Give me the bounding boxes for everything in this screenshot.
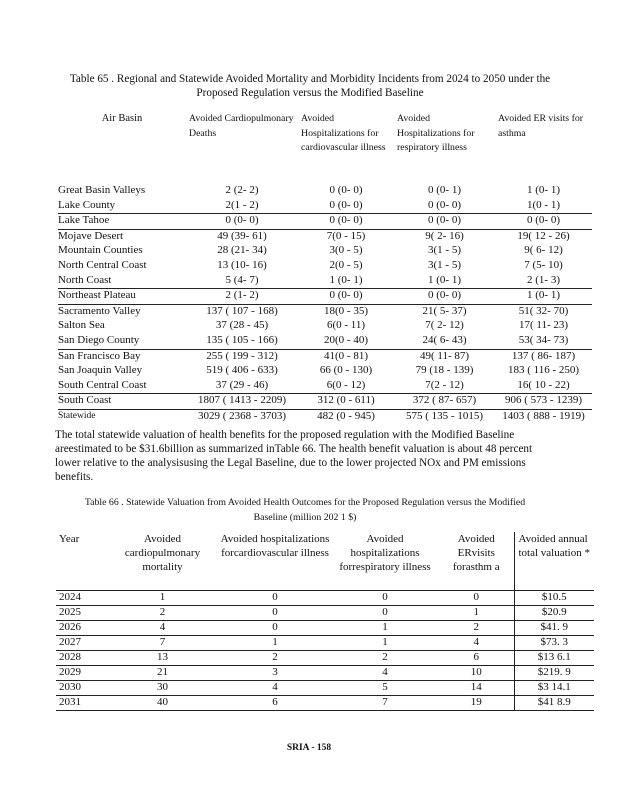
table-row	[58, 244, 592, 259]
header-er-asthma: Avoided ER visits for asthma	[498, 113, 583, 139]
year-cell: 2030	[56, 681, 106, 696]
table-cell: 3(1 - 5)	[428, 244, 461, 257]
air-basin-name: Lake County	[58, 199, 186, 214]
table-cell: 24( 6- 43)	[394, 334, 495, 349]
table-row	[56, 606, 594, 621]
table-cell: 6	[219, 696, 331, 711]
table-cell: 0 (0- 0)	[329, 184, 363, 196]
table-cell: 1	[331, 621, 439, 636]
table-cell: 0 (0- 0)	[186, 214, 298, 230]
header-er-visits-asthma: Avoided ERvisits forasthm a	[439, 532, 514, 591]
header-total-valuation: Avoided annual total valuation *	[514, 532, 594, 591]
table-cell: 37 (28 - 45)	[215, 319, 269, 332]
header-hosp-cardiovascular: Avoided Hospitalizations for cardiovascular illness	[301, 113, 386, 153]
table-cell: 1	[331, 636, 439, 651]
table-cell: 312 (0 - 611)	[298, 394, 394, 410]
air-basin-name: Sacramento Valley	[58, 304, 141, 317]
table-cell: 37 (29 - 46)	[186, 379, 298, 394]
table-65-header-row	[58, 112, 592, 184]
air-basin-name: South Central Coast	[58, 379, 186, 394]
table-cell: $73. 3	[514, 636, 594, 651]
table-cell: 2	[331, 651, 439, 666]
table-row	[56, 696, 594, 711]
header-hosp-respiratory: Avoided Hospitalizations for respiratory illness	[397, 113, 475, 153]
table-cell: 0	[331, 591, 439, 606]
table-cell: 906 ( 573 - 1239)	[495, 394, 592, 410]
table-66-caption: Table 66 . Statewide Valuation from Avoided Health Outcomes for the Proposed Regulation versus the Modified Baseline (million 202 1 $)	[84, 497, 526, 523]
table-cell: $3 14.1	[514, 681, 594, 696]
table-cell: 1(0 - 1)	[495, 199, 592, 214]
table-cell: 19( 12 - 26)	[517, 229, 570, 242]
table-row	[58, 229, 592, 244]
table-cell: 9( 2- 16)	[425, 229, 464, 242]
year-cell: 2029	[56, 666, 106, 681]
year-cell: 2026	[56, 621, 106, 636]
table-cell: 1 (0- 1)	[298, 274, 394, 289]
year-cell: 2027	[56, 636, 106, 651]
table-cell: 4	[106, 621, 219, 636]
table-cell: 575 ( 135 - 1015)	[406, 409, 483, 422]
table-65	[58, 112, 592, 425]
table-cell: 4	[219, 681, 331, 696]
air-basin-name: Salton Sea	[58, 319, 105, 332]
header-cardiopulmonary-mortality: Avoided cardiopulmonary mortality	[106, 532, 219, 591]
table-cell: 40	[106, 696, 219, 711]
table-cell: 1 (0- 1)	[394, 274, 495, 289]
air-basin-name: San Diego County	[58, 334, 186, 349]
header-year: Year	[56, 532, 106, 591]
table-cell: 0 (0- 0)	[394, 289, 495, 305]
air-basin-name: North Central Coast	[58, 258, 147, 271]
table-row	[58, 364, 592, 379]
air-basin-name: Mojave Desert	[58, 229, 124, 242]
table-cell: 6(0 - 12)	[298, 379, 394, 394]
table-cell: 7 (5- 10)	[524, 258, 563, 271]
table-cell: 3(0 - 5)	[329, 244, 363, 257]
table-cell: 19	[439, 696, 514, 711]
table-cell: 7	[106, 636, 219, 651]
table-cell: 0	[219, 591, 331, 606]
table-cell: 10	[439, 666, 514, 681]
table-cell: 0 (0- 0)	[495, 214, 592, 230]
table-cell: 7(0 - 15)	[326, 229, 366, 242]
table-cell: $41. 9	[514, 621, 594, 636]
table-cell: 0 (0- 0)	[298, 214, 394, 230]
table-cell: 0	[331, 606, 439, 621]
table-row	[58, 409, 592, 424]
header-air-basin: Air Basin	[101, 113, 143, 124]
table-cell: 0	[439, 591, 514, 606]
table-cell: $10.5	[514, 591, 594, 606]
table-cell: 30	[106, 681, 219, 696]
table-66	[56, 532, 594, 711]
table-cell: 6	[439, 651, 514, 666]
table-cell: 53( 34- 73)	[495, 334, 592, 349]
table-cell: 2(1 - 2)	[186, 199, 298, 214]
table-cell: 28 (21- 34)	[217, 244, 267, 257]
table-row	[58, 334, 592, 349]
table-row	[58, 214, 592, 230]
table-cell: $20.9	[514, 606, 594, 621]
table-cell: 372 ( 87- 657)	[394, 394, 495, 410]
table-cell: 0 (0- 0)	[298, 289, 394, 305]
table-cell: 135 ( 105 - 166)	[186, 334, 298, 349]
table-row	[56, 591, 594, 606]
table-cell: 4	[439, 636, 514, 651]
table-row	[56, 651, 594, 666]
table-cell: 0 (0- 0)	[394, 199, 495, 214]
page-footer: SRIA - 158	[286, 743, 332, 753]
table-cell: 66 (0 - 130)	[319, 364, 373, 377]
table-cell: 20(0 - 40)	[298, 334, 394, 349]
table-cell: $219. 9	[514, 666, 594, 681]
air-basin-name: San Joaquin Valley	[58, 364, 143, 377]
table-cell: 4	[331, 666, 439, 681]
header-hosp-cardiovascular: Avoided hospitalizations forcardiovascular illness	[219, 532, 331, 591]
air-basin-name: Great Basin Valleys	[58, 184, 146, 196]
year-cell: 2024	[56, 591, 106, 606]
table-cell: 21( 5- 37)	[422, 304, 467, 317]
table-cell: 41(0 - 81)	[324, 349, 368, 362]
air-basin-name: Northeast Plateau	[58, 289, 186, 305]
table-cell: 49 (39- 61)	[217, 229, 267, 242]
table-row	[58, 394, 592, 410]
air-basin-name: Statewide	[58, 410, 96, 421]
table-cell: 2	[439, 621, 514, 636]
valuation-paragraph: The total statewide valuation of health benefits for the proposed regulation with the Modified Baseline areestimated to be $31.6billion as summarized inTable 66. The health benefit valuation is about 48 percent lower relative to the analysisusing the Legal Baseline, due to the lower projected NOx and PM emissions benefits.	[55, 429, 533, 483]
table-row	[58, 184, 592, 199]
table-cell: 1807 ( 1413 - 2209)	[186, 394, 298, 410]
table-cell: 3	[219, 666, 331, 681]
table-cell: 13	[106, 651, 219, 666]
table-cell: $41 8.9	[514, 696, 594, 711]
table-cell: 2	[106, 606, 219, 621]
table-cell: 0 (0- 0)	[298, 199, 394, 214]
air-basin-name: Lake Tahoe	[58, 214, 186, 230]
table-cell: 6(0 - 11)	[326, 319, 366, 332]
table-row	[58, 349, 592, 364]
table-cell: 1403 ( 888 - 1919)	[502, 409, 585, 422]
year-cell: 2025	[56, 606, 106, 621]
table-cell: 16( 10 - 22)	[495, 379, 592, 394]
table-cell: 255 ( 199 - 312)	[206, 349, 278, 362]
table-cell: 0 (0- 0)	[394, 214, 495, 230]
table-cell: 3(1 - 5)	[428, 258, 461, 271]
table-cell: 7	[331, 696, 439, 711]
table-cell: 1	[439, 606, 514, 621]
table-cell: 0	[219, 621, 331, 636]
table-cell: 183 ( 116 - 250)	[507, 364, 580, 377]
table-cell: 2 (1- 2)	[186, 289, 298, 305]
table-cell: 2 (2- 2)	[225, 184, 259, 196]
header-cardiopulmonary-deaths: Avoided Cardiopulmonary Deaths	[189, 113, 294, 139]
table-cell: 5 (4- 7)	[186, 274, 298, 289]
table-row	[56, 636, 594, 651]
table-row	[58, 199, 592, 214]
table-cell: 13 (10- 16)	[217, 258, 267, 271]
table-row	[56, 681, 594, 696]
table-cell: $13 6.1	[514, 651, 594, 666]
table-cell: 0	[219, 606, 331, 621]
table-66-header-row	[56, 532, 594, 591]
table-row	[56, 621, 594, 636]
year-cell: 2028	[56, 651, 106, 666]
table-cell: 51( 32- 70)	[518, 304, 569, 317]
table-cell: 9( 6- 12)	[524, 244, 563, 257]
year-cell: 2031	[56, 696, 106, 711]
table-cell: 2(0 - 5)	[329, 258, 363, 271]
table-cell: 3029 ( 2368 - 3703)	[198, 409, 286, 422]
table-row	[58, 304, 592, 319]
table-cell: 1	[219, 636, 331, 651]
table-row	[58, 379, 592, 394]
table-cell: 137 ( 86- 187)	[511, 349, 576, 362]
table-cell: 17( 11- 23)	[518, 319, 569, 332]
table-cell: 7( 2- 12)	[425, 319, 464, 332]
air-basin-name: Mountain Counties	[58, 244, 143, 257]
air-basin-name: San Francisco Bay	[58, 349, 141, 362]
table-cell: 5	[331, 681, 439, 696]
table-cell: 79 (18 - 139)	[415, 364, 474, 377]
table-cell: 7(2 - 12)	[394, 379, 495, 394]
table-row	[58, 274, 592, 289]
table-cell: 14	[439, 681, 514, 696]
table-cell: 482 (0 - 945)	[317, 409, 375, 422]
table-cell: 519 ( 406 - 633)	[206, 364, 278, 377]
air-basin-name: South Coast	[58, 394, 186, 410]
table-cell: 0 (0- 1)	[428, 184, 461, 196]
table-row	[58, 319, 592, 334]
table-cell: 21	[106, 666, 219, 681]
table-cell: 2	[219, 651, 331, 666]
table-row	[58, 259, 592, 274]
table-cell: 1 (0- 1)	[495, 289, 592, 305]
table-row	[56, 666, 594, 681]
table-row	[58, 289, 592, 305]
table-cell: 2 (1- 3)	[495, 274, 592, 289]
table-cell: 137 ( 107 - 168)	[206, 304, 278, 317]
table-cell: 18(0 - 35)	[324, 304, 368, 317]
table-65-caption: Table 65 . Regional and Statewide Avoided Mortality and Morbidity Incidents from 2024 to 2050 under the Proposed Regulation versus the Modified Baseline	[69, 73, 551, 99]
table-cell: 49( 11- 87)	[419, 349, 470, 362]
table-cell: 1	[106, 591, 219, 606]
table-cell: 1 (0- 1)	[527, 184, 560, 196]
air-basin-name: North Coast	[58, 274, 186, 289]
header-hosp-respiratory: Avoided hospitalizations forrespiratory illness	[331, 532, 439, 591]
